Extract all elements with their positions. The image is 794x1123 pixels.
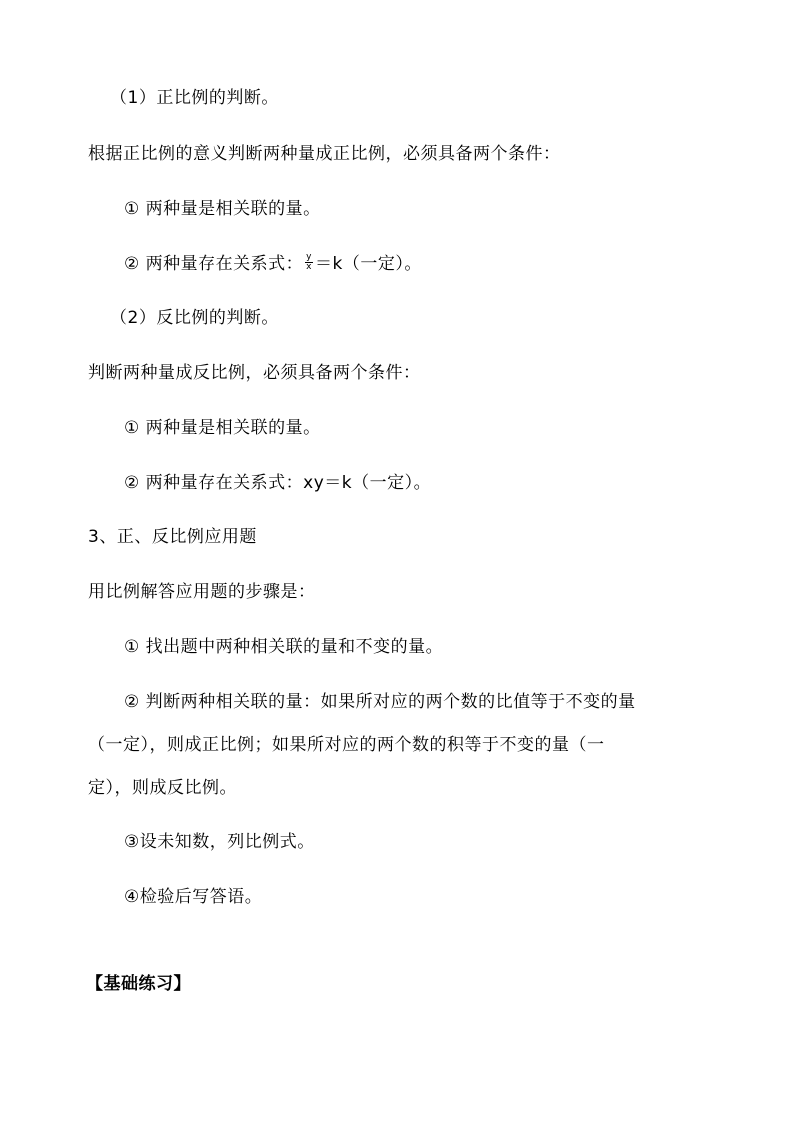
y-over-x-fraction [305,253,313,272]
proportional-condition-2 [124,252,422,276]
steps-intro: 用比例解答应用题的步骤是： [88,582,316,602]
proportional-intro: 根据正比例的意义判断两种量成正比例，必须具备两个条件： [88,144,561,164]
section-1-heading: （1）正比例的判断。 [110,88,279,108]
condition-2-suffix: ＝k（一定）。 [314,254,422,274]
inverse-condition-2: ② 两种量存在关系式：xy＝k（一定）。 [124,473,432,493]
inverse-condition-1: ① 两种量是相关联的量。 [124,418,321,438]
step-4: ④检验后写答语。 [124,887,263,907]
condition-2-prefix: ② 两种量存在关系式： [124,254,304,274]
section-3-heading: 3、正、反比例应用题 [88,527,257,547]
basic-practice-heading: 【基础练习】 [86,974,191,994]
step-1: ① 找出题中两种相关联的量和不变的量。 [124,637,444,657]
step-2-line-1: ② 判断两种相关联的量：如果所对应的两个数的比值等于不变的量 [124,692,636,712]
fraction-denominator: x [306,261,312,272]
section-2-heading: （2）反比例的判断。 [110,308,279,328]
fraction-numerator: y [306,251,312,262]
proportional-condition-1: ① 两种量是相关联的量。 [124,199,321,219]
inverse-intro: 判断两种量成反比例，必须具备两个条件： [88,363,421,383]
step-3: ③设未知数，列比例式。 [124,832,315,852]
step-2-line-3: 定），则成反比例。 [88,778,237,798]
step-2-line-2: （一定），则成正比例；如果所对应的两个数的积等于不变的量（一 [88,735,605,755]
